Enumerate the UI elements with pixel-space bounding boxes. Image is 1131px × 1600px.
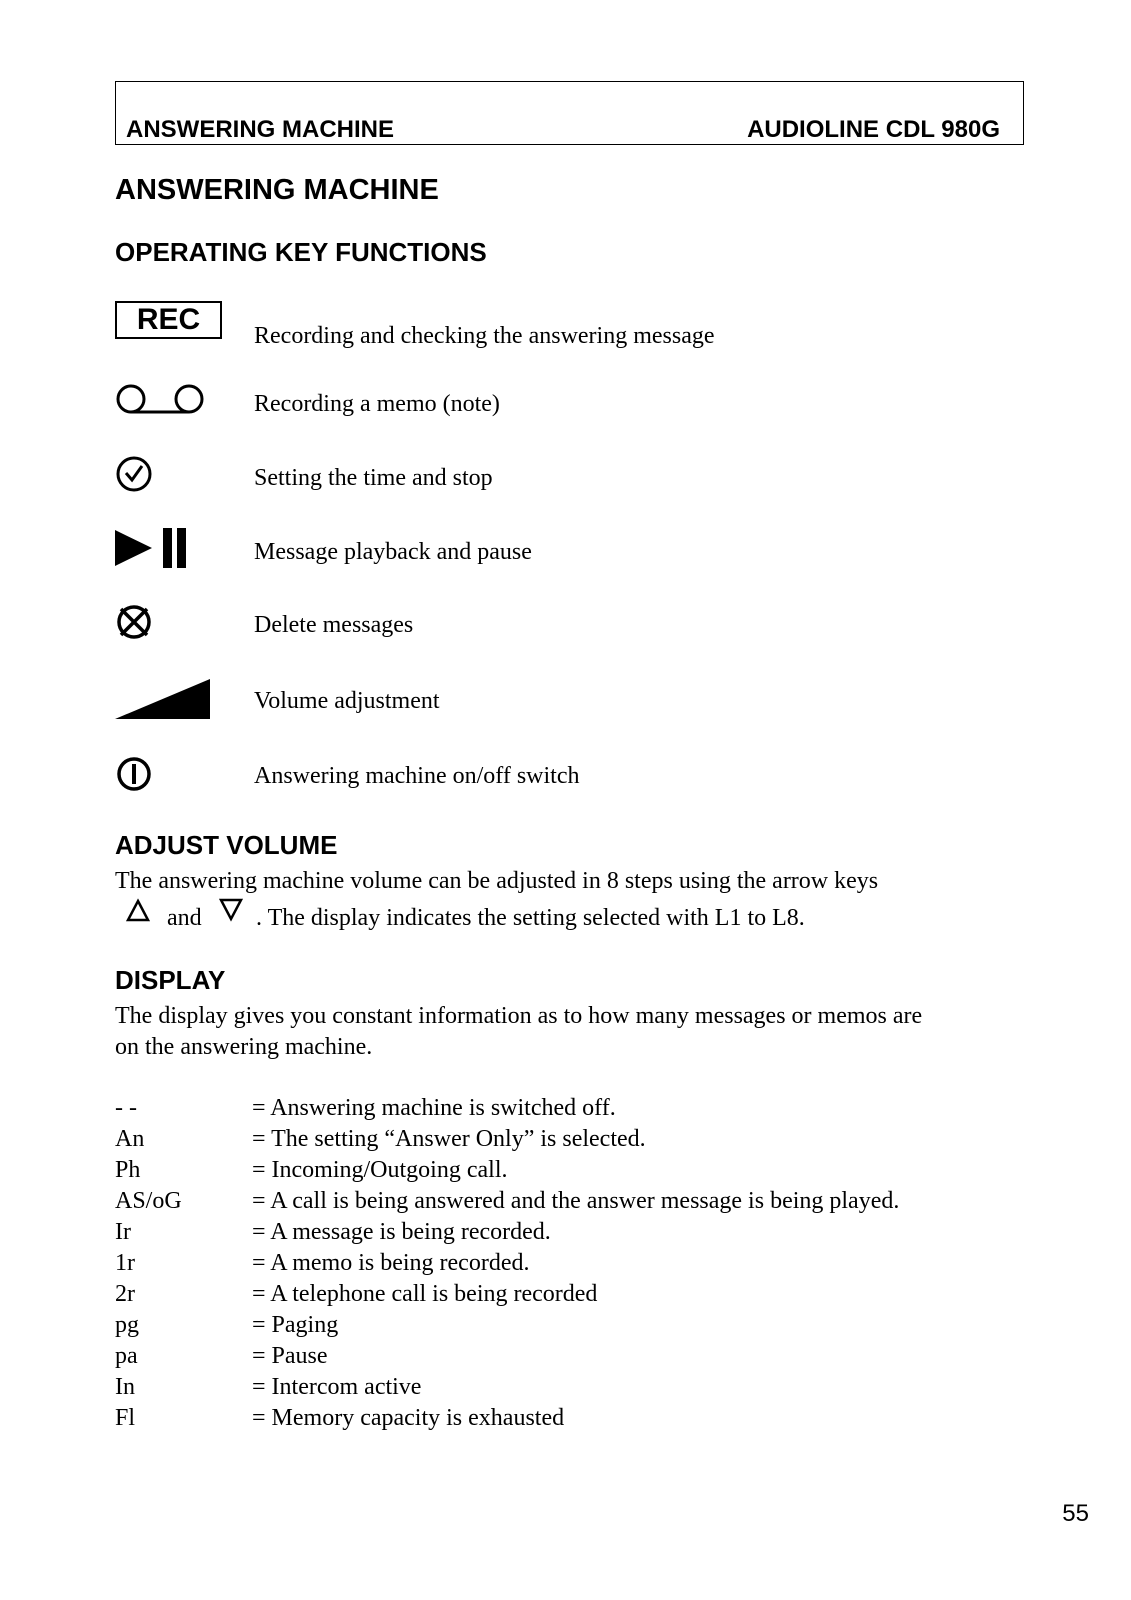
display-code: Ir <box>115 1219 131 1245</box>
display-code-meaning: = Memory capacity is exhausted <box>252 1405 565 1431</box>
display-code: An <box>115 1126 145 1152</box>
adjust-volume-text-line1: The answering machine volume can be adjusted in 8 steps using the arrow keys <box>115 868 879 894</box>
play-pause-icon <box>115 527 190 574</box>
clock-icon <box>115 455 153 498</box>
display-code-meaning: = The setting “Answer Only” is selected. <box>252 1126 646 1152</box>
delete-icon <box>115 603 153 646</box>
memo-tape-icon <box>115 383 207 422</box>
display-code: 1r <box>115 1250 135 1276</box>
key-function-text: Recording and checking the answering message <box>254 323 715 349</box>
arrow-up-icon <box>125 898 151 929</box>
display-code-meaning: = A memo is being recorded. <box>252 1250 530 1276</box>
key-function-text: Recording a memo (note) <box>254 391 500 417</box>
and-text: and <box>167 905 202 931</box>
rec-key-icon <box>115 301 222 339</box>
adjust-volume-text-line2: . The display indicates the setting selected with L1 to L8. <box>256 905 805 931</box>
display-code: - - <box>115 1095 137 1121</box>
volume-wedge-icon <box>115 678 211 725</box>
power-icon <box>115 755 153 798</box>
arrow-down-icon <box>218 896 244 927</box>
display-code-meaning: = A call is being answered and the answer message is being played. <box>252 1188 900 1214</box>
running-header-model: AUDIOLINE CDL 980G <box>747 116 1000 143</box>
rec-key-label: REC <box>136 303 201 336</box>
display-code-meaning: = Paging <box>252 1312 339 1338</box>
key-function-text: Setting the time and stop <box>254 465 493 491</box>
display-code: pa <box>115 1343 138 1369</box>
adjust-volume-heading: ADJUST VOLUME <box>115 830 338 860</box>
display-heading: DISPLAY <box>115 965 226 995</box>
display-text-line2: on the answering machine. <box>115 1034 373 1060</box>
display-code: 2r <box>115 1281 135 1307</box>
key-function-text: Answering machine on/off switch <box>254 763 580 789</box>
display-code-meaning: = A message is being recorded. <box>252 1219 551 1245</box>
display-text-line1: The display gives you constant information as to how many messages or memos are <box>115 1003 923 1029</box>
key-function-text: Delete messages <box>254 612 414 638</box>
display-code-meaning: = A telephone call is being recorded <box>252 1281 598 1307</box>
key-function-text: Message playback and pause <box>254 539 532 565</box>
display-code: pg <box>115 1312 139 1338</box>
display-code-meaning: = Answering machine is switched off. <box>252 1095 616 1121</box>
key-functions-heading: OPERATING KEY FUNCTIONS <box>115 237 487 267</box>
page-number: 55 <box>1062 1500 1089 1527</box>
running-header-section: ANSWERING MACHINE <box>126 116 394 143</box>
display-code: In <box>115 1374 135 1400</box>
display-code: Ph <box>115 1157 141 1183</box>
display-code-meaning: = Incoming/Outgoing call. <box>252 1157 508 1183</box>
page-title: ANSWERING MACHINE <box>115 174 439 206</box>
key-function-text: Volume adjustment <box>254 688 440 714</box>
display-code: Fl <box>115 1405 136 1431</box>
display-code: AS/oG <box>115 1188 182 1214</box>
display-code-meaning: = Pause <box>252 1343 328 1369</box>
display-code-meaning: = Intercom active <box>252 1374 422 1400</box>
